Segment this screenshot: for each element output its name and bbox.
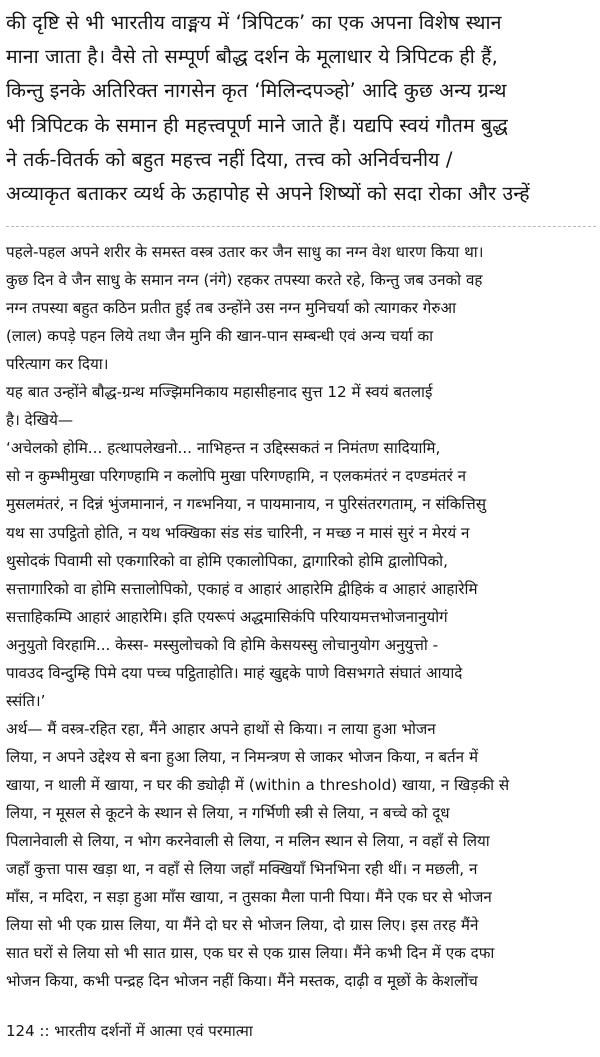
text-line: माँस, न मदिरा, न सड़ा हुआ माँस खाया, न तुसका मैला पानी पिया। मैंने एक घर से भोजन	[6, 888, 492, 907]
text-line: की दृष्टि से भी भारतीय वाङ्मय में ‘त्रिपिटक’ का एक अपना विशेष स्थान	[6, 11, 502, 34]
text-line: सत्तागारिको वा होमि सत्तालोपिको, एकाहं व आहारं आहारेमि द्वीहिकं व आहारं आहारेमि	[6, 579, 478, 598]
text-line: भोजन किया, कभी पन्द्रह दिन भोजन नहीं किया। मैंने मस्तक, दाढ़ी व मूछों के केशलोंच	[6, 972, 478, 991]
text-line: ‘अचेलको होमि... हत्थापलेखनो... नाभिहन्त न उद्दिस्सकतं न निमंतण सादियामि,	[6, 439, 441, 458]
text-line: लिया, न मूसल से कूटने के स्थान से लिया, न गर्भिणी स्त्री से लिया, न बच्चे को दूध	[6, 804, 450, 822]
text-line: ने तर्क-वितर्क को बहुत महत्त्व नहीं दिया, तत्त्व को अनिर्वचनीय /	[6, 147, 453, 171]
text-line: पिलानेवाली से लिया, न भोग करनेवाली से लिया, न मलिन स्थान से लिया, न वहाँ से लिया	[6, 832, 490, 851]
text-line: पहले-पहल अपने शरीर के समस्त वस्त्र उतार कर जैन साधु का नग्न वेश धारण किया था।	[6, 243, 484, 261]
text-line: सात घरों से लिया सो भी सात ग्रास, एक घर से एक ग्रास लिया। मैंने कभी दिन में एक दफा	[6, 944, 495, 963]
text-line: यथ सा उपट्ठितो होति, न यथ भक्खिका संड संड चारिनी, न मच्छ न मासं सुरं न मेरयं न	[6, 523, 470, 542]
text-line: अव्याकृत बताकर व्यर्थ के ऊहापोह से अपने शिष्यों को सदा रोका और उन्हें	[6, 182, 530, 205]
text-line: मुसलमंतरं, न दिन्नं भुंजमानानं, न गब्भनिया, न पायमानाय, न पुरिसंतरगताम्, न संकित्तिसु	[6, 495, 487, 514]
text-line: लिया, न अपने उद्देश्य से बना हुआ लिया, न निमन्त्रण से जाकर भोजन किया, न बर्तन में	[6, 747, 479, 766]
text-line: यह बात उन्होंने बौद्ध-ग्रन्थ मज्झिमनिकाय महासीहनाद सुत्त 12 में स्वयं बतलाई	[6, 383, 433, 402]
text-line: स्संति।’	[6, 691, 46, 710]
text-line: अर्थ— मैं वस्त्र-रहित रहा, मैंने आहार अपने हाथों से किया। न लाया हुआ भोजन	[6, 719, 436, 738]
text-line: अनुयुतो विरहामि... केस्स- मस्सुलोचको वि होमि केसयस्सु लोचानुयोग अनुयुत्तो -	[6, 635, 439, 654]
text-line: (लाल) कपड़े पहन लिये तथा जैन मुनि की खान-पान सम्बन्धी एवं अन्य चर्या का	[6, 327, 434, 346]
text-line: परित्याग कर दिया।	[6, 355, 109, 374]
text-line: सत्ताहिकम्पि आहारं आहारेमि। इति एयरूपं अद्धमासिकंपि परियायमत्तभोजनानुयोगं	[6, 607, 448, 626]
text-line: पावउद विन्दुम्हि पिमे दया पच्च पट्ठिताहोति। माहं खुद्दके पाणे विसभगते संघातं आयादे	[6, 663, 463, 682]
text-line: कुछ दिन वे जैन साधु के समान नग्न (नंगे) रहकर तपस्या करते रहे, किन्तु जब उनको वह	[6, 271, 483, 290]
text-line: सो न कुम्भीमुखा परिगण्हामि न कलोपि मुखा परिगण्हामि, न एलकमंतरं न दण्डमंतरं न	[6, 467, 467, 486]
text-line: है। देखिये—	[6, 411, 74, 430]
section-divider	[6, 226, 596, 227]
text-line: नग्न तपस्या बहुत कठिन प्रतीत हुई तब उन्होंने उस नग्न मुनिचर्या को त्यागकर गेरुआ	[6, 299, 456, 318]
text-line: खाया, न थाली में खाया, न घर की ड्योढ़ी में (within a threshold) खाया, न खिड़की से	[6, 775, 510, 794]
text-line: थुसोदकं पिवामी सो एकगारिको वा होमि एकालोपिका, द्वागारिको होमि द्वालोपिको,	[6, 551, 448, 570]
page-footer: 124 :: भारतीय दर्शनों में आत्मा एवं परमात्मा	[6, 1022, 253, 1040]
text-line: जहाँ कुत्ता पास खड़ा था, न वहाँ से लिया जहाँ मक्खियाँ भिनभिना रही थीं। न मछली, न	[6, 860, 478, 879]
text-line: लिया सो भी एक ग्रास लिया, या मैंने दो घर से भोजन लिया, दो ग्रास लिए। इस तरह मैंने	[6, 916, 479, 935]
text-line: भी त्रिपिटक के समान ही महत्त्वपूर्ण माने जाते हैं। यद्यपि स्वयं गौतम बुद्ध	[6, 113, 508, 137]
text-line: माना जाता है। वैसे तो सम्पूर्ण बौद्ध दर्शन के मूलाधार ये त्रिपिटक ही हैं,	[6, 45, 498, 69]
text-line: किन्तु इनके अतिरिक्त नागसेन कृत ‘मिलिन्दपञ्हो’ आदि कुछ अन्य ग्रन्थ	[6, 79, 507, 103]
